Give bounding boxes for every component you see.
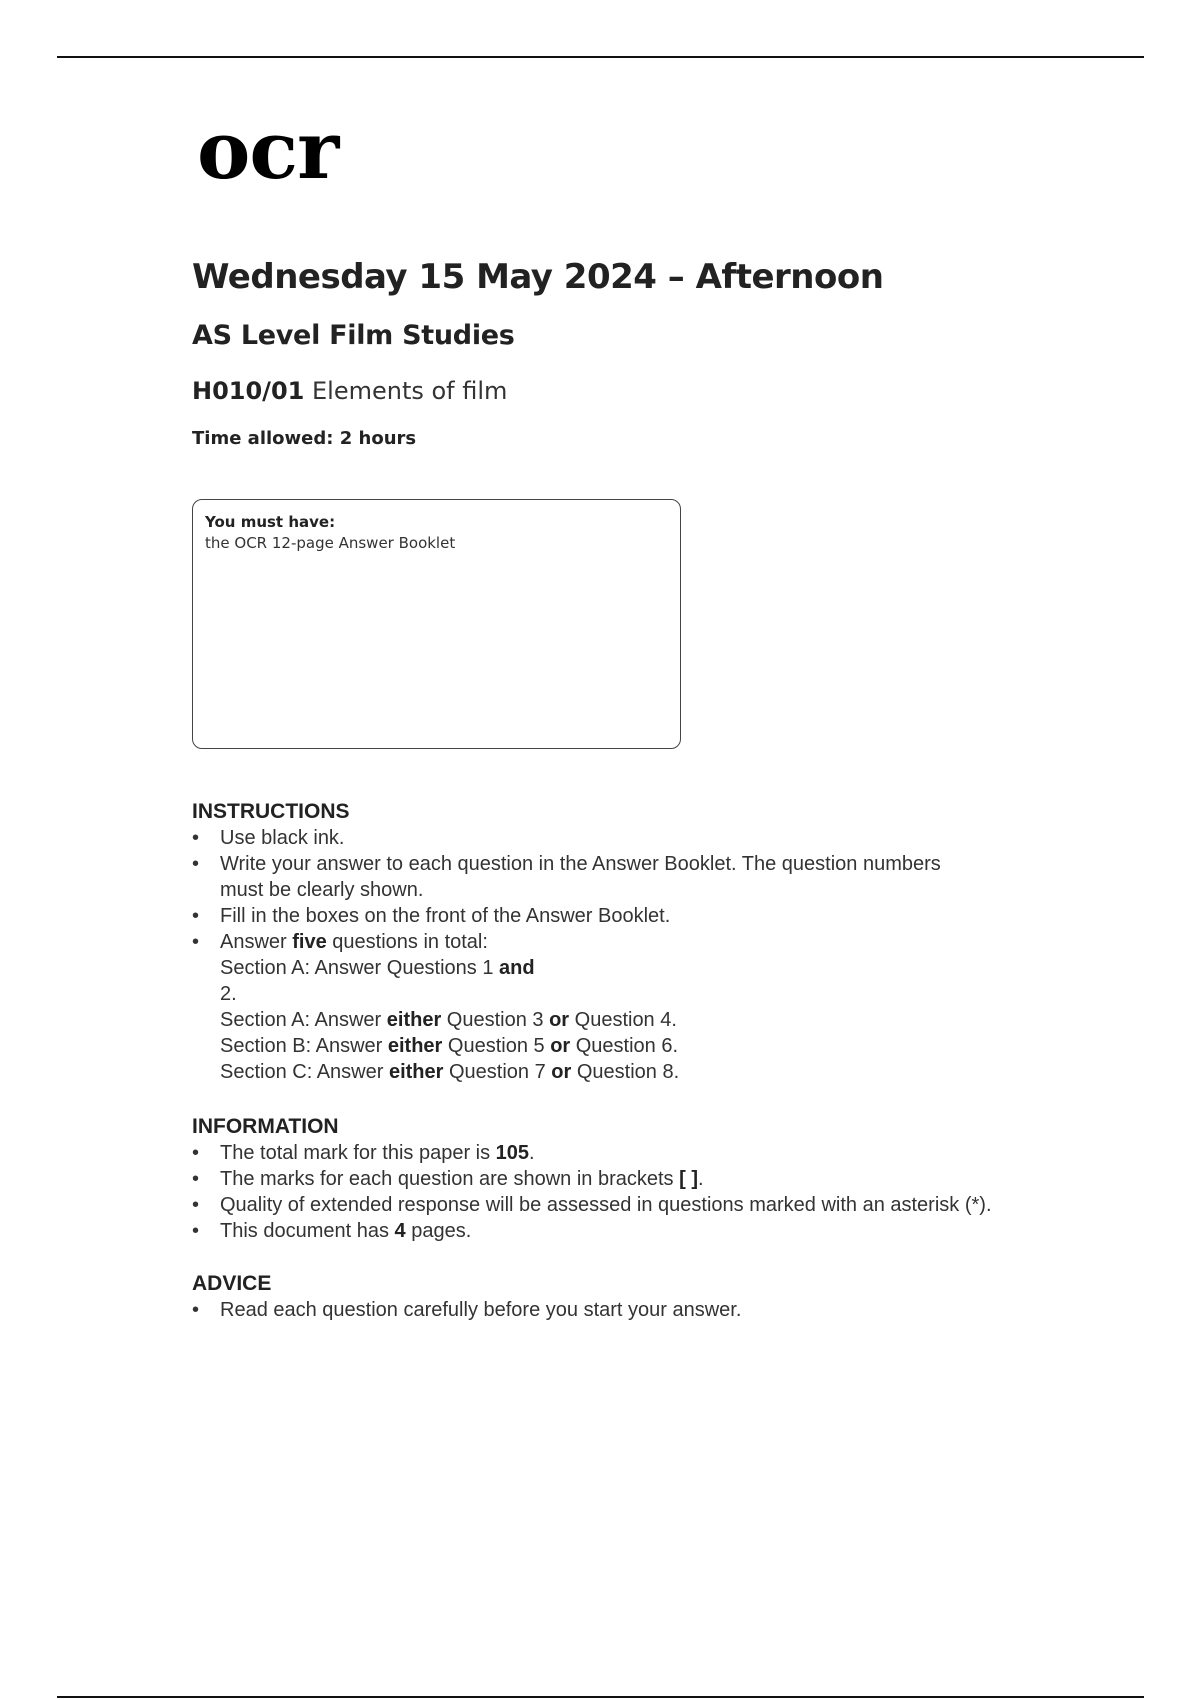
component-title: Elements of film	[312, 377, 508, 405]
list-item: • Answer five questions in total: Section A: Answer Questions 1 and 2. Section A: Answer either Question 3 or Question 4. Section B: Answer either Question 5 or Question 6. Section C: Answer either Question 7 or Question 8.	[192, 929, 1092, 1085]
must-have-item: the OCR 12-page Answer Booklet	[205, 534, 456, 552]
bullet: •	[192, 931, 200, 953]
list-item: • Quality of extended response will be assessed in questions marked with an asterisk (*).	[192, 1194, 992, 1216]
qualification-title: AS Level Film Studies	[192, 320, 515, 351]
bullet: •	[192, 1220, 200, 1242]
list-item: • Write your answer to each question in the Answer Booklet. The question numbers must be clearly shown.	[192, 853, 941, 901]
advice-heading: ADVICE	[192, 1272, 272, 1295]
section-c-line: Section C: Answer either Question 7 or Question 8.	[220, 1061, 680, 1083]
list-item: • Fill in the boxes on the front of the Answer Booklet.	[192, 905, 671, 927]
top-rule	[57, 56, 1144, 58]
section-a-line-1: Section A: Answer Questions 1 and	[220, 957, 535, 979]
instructions-section	[192, 799, 1092, 1085]
information-section	[192, 1114, 1092, 1244]
component-line	[192, 377, 507, 405]
ocr-logo: ocr	[197, 103, 339, 197]
bullet: •	[192, 853, 200, 875]
instructions-list	[192, 825, 1092, 1085]
exam-date: Wednesday 15 May 2024 – Afternoon	[192, 257, 884, 297]
bullet: •	[192, 905, 200, 927]
advice-section	[192, 1271, 1092, 1323]
information-heading: INFORMATION	[192, 1115, 339, 1138]
list-item: • The marks for each question are shown in brackets [ ].	[192, 1168, 704, 1190]
list-item: • Use black ink.	[192, 827, 345, 849]
list-item: • This document has 4 pages.	[192, 1220, 472, 1242]
instructions-heading: INSTRUCTIONS	[192, 800, 350, 823]
list-item: • The total mark for this paper is 105.	[192, 1142, 535, 1164]
must-have-title: You must have:	[205, 513, 336, 531]
bullet: •	[192, 1142, 200, 1164]
list-item: • Read each question carefully before you start your answer.	[192, 1299, 742, 1321]
component-code: H010/01	[192, 377, 305, 405]
bottom-rule	[57, 1696, 1144, 1698]
advice-list	[192, 1297, 1092, 1323]
bullet: •	[192, 827, 200, 849]
bullet: •	[192, 1299, 200, 1321]
time-allowed: Time allowed: 2 hours	[192, 428, 417, 449]
must-have-box	[192, 499, 681, 749]
bullet: •	[192, 1194, 200, 1216]
section-a-line-2: Section A: Answer either Question 3 or Question 4.	[220, 1009, 677, 1031]
information-list	[192, 1140, 1092, 1244]
section-b-line: Section B: Answer either Question 5 or Question 6.	[220, 1035, 679, 1057]
bullet: •	[192, 1168, 200, 1190]
